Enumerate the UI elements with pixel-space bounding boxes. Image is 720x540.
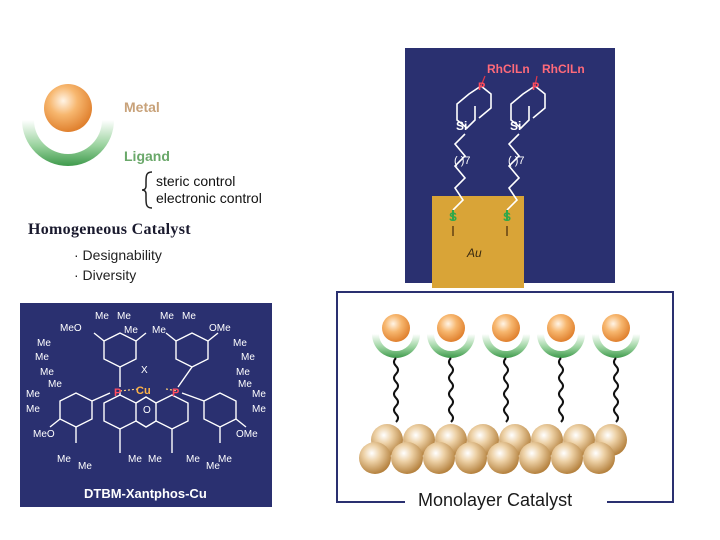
- xantphos-me-label: Me: [95, 311, 109, 322]
- metal-label: Metal: [124, 99, 160, 115]
- xantphos-me-label: Me: [252, 404, 266, 415]
- xantphos-me-label: Me: [37, 338, 51, 349]
- monolayer-caption: Monolayer Catalyst: [412, 490, 578, 511]
- ligand-label: Ligand: [124, 148, 170, 164]
- ligand-model-diagram: [18, 80, 118, 180]
- xantphos-me-label: Me: [26, 389, 40, 400]
- xantphos-me-label: Me: [35, 352, 49, 363]
- xantphos-me-label: Me: [218, 454, 232, 465]
- xantphos-meo-label: MeO: [33, 429, 55, 440]
- xantphos-me-label: Me: [160, 311, 174, 322]
- metal-sphere: [44, 84, 92, 132]
- xantphos-me-label: Me: [124, 325, 138, 336]
- xantphos-p-label-right: P: [172, 387, 180, 399]
- xantphos-me-label: Me: [206, 461, 220, 472]
- electronic-control-text: electronic control: [156, 190, 262, 206]
- xantphos-me-label: Me: [26, 404, 40, 415]
- sulfur-label-2: S: [503, 210, 512, 224]
- homogeneous-catalyst-title: Homogeneous Catalyst: [28, 221, 191, 238]
- xantphos-me-label: Me: [233, 338, 247, 349]
- chain-repeat-label-2: ( )7: [508, 155, 525, 167]
- phosphorus-label-2: P: [532, 81, 540, 93]
- xantphos-p-label-left: P: [114, 387, 122, 399]
- steric-control-text: steric control: [156, 173, 236, 189]
- xantphos-me-label: Me: [128, 454, 142, 465]
- designability-bullet: · Designability: [74, 247, 162, 263]
- gold-label: Au: [467, 246, 482, 260]
- xantphos-me-label: Me: [78, 461, 92, 472]
- xantphos-me-label: Me: [186, 454, 200, 465]
- xantphos-me-label: Me: [252, 389, 266, 400]
- xantphos-me-label: Me: [117, 311, 131, 322]
- diversity-bullet: · Diversity: [74, 267, 137, 283]
- silicon-label-1: Si: [456, 119, 468, 133]
- xantphos-o-label: O: [143, 405, 151, 416]
- sulfur-label-1: S: [449, 210, 458, 224]
- rh-metal-label-2: RhClLn: [542, 62, 585, 76]
- control-brace: [140, 170, 154, 210]
- xantphos-me-label: Me: [241, 352, 255, 363]
- phosphorus-label-1: P: [478, 81, 486, 93]
- xantphos-me-label: Me: [48, 379, 62, 390]
- xantphos-me-label: Me: [238, 379, 252, 390]
- surface-tether-structure: [405, 48, 615, 288]
- xantphos-caption: DTBM-Xantphos-Cu: [84, 486, 207, 501]
- chain-repeat-label-1: ( )7: [454, 155, 471, 167]
- xantphos-cu-label: Cu: [136, 385, 151, 397]
- xantphos-me-label: Me: [40, 367, 54, 378]
- xantphos-me-label: Me: [148, 454, 162, 465]
- xantphos-ome-label: OMe: [236, 429, 258, 440]
- xantphos-me-label: Me: [182, 311, 196, 322]
- xantphos-x-label: X: [141, 365, 148, 376]
- xantphos-me-label: Me: [152, 325, 166, 336]
- rh-metal-label-1: RhClLn: [487, 62, 530, 76]
- silicon-label-2: Si: [510, 119, 522, 133]
- xantphos-me-label: Me: [236, 367, 250, 378]
- xantphos-meo-label: MeO: [60, 323, 82, 334]
- monolayer-catalyst-diagram: [335, 290, 675, 510]
- xantphos-me-label: Me: [57, 454, 71, 465]
- xantphos-ome-label: OMe: [209, 323, 231, 334]
